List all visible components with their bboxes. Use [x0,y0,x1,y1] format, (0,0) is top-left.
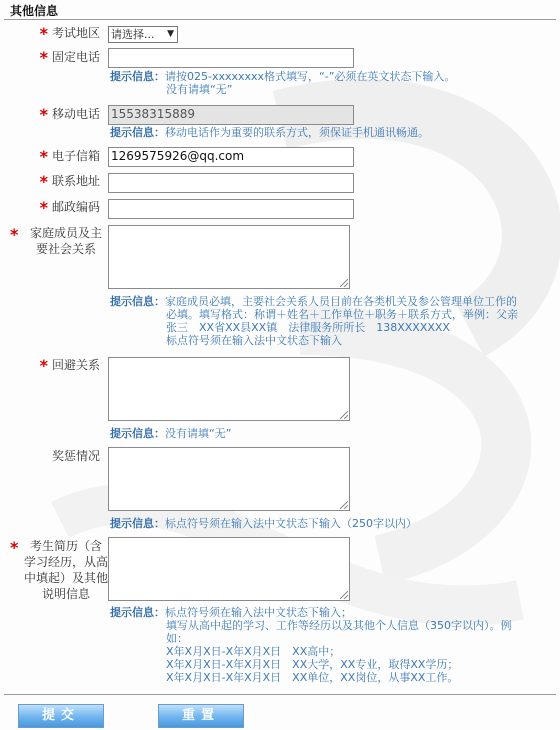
hint-phone: 提示信息：请按025-xxxxxxxx格式填写，“-”必须在英文状态下输入。 没有请填“无” [110,70,456,96]
mobile-input[interactable]: 15538315889 [108,105,354,125]
resume-textarea[interactable] [108,537,350,601]
label-mobile: * 移动电话 [39,105,100,124]
label-postcode: * 邮政编码 [39,198,100,217]
required-star-icon: * [39,147,48,166]
hint-avoid: 提示信息：没有请填“无” [110,427,232,440]
bottom-divider [4,694,556,695]
label-address: * 联系地址 [39,172,100,191]
label-family: 家庭成员及主 要社会关系 [29,226,102,256]
section-title: 其他信息 [10,4,59,18]
reset-button[interactable]: 重置 [158,704,244,728]
family-textarea[interactable] [108,225,350,289]
hint-awards: 提示信息：标点符号须在输入法中文状态下输入（250字以内） [110,517,417,530]
required-star-icon: * [39,48,48,67]
label-resume: 考生简历（含 学习经历，从高 中填起）及其他 说明信息 [23,539,108,601]
required-star-icon: * [39,356,48,375]
required-star-icon: * [10,538,19,557]
resize-grip-icon [340,279,348,287]
region-select[interactable] [108,26,178,43]
phone-input[interactable] [108,48,354,68]
required-star-icon: * [10,225,19,244]
address-input[interactable] [108,173,354,193]
hint-resume: 提示信息：标点符号须在输入法中文状态下输入； 填写从高中起的学习、工作等经历以及其他个人信息（350字以内）。例 如： X年X月X日-X年X月X日 XX高中； X年X月X日-X年X月X日 XX大学，XX专业，取得XX学历； X年X月X日-X年X月X日 XX单位，XX岗位，从事XX工作。 [110,606,512,684]
required-star-icon: * [39,24,48,43]
resize-grip-icon [340,501,348,509]
label-region: * 考试地区 [39,24,100,43]
required-star-icon: * [39,198,48,217]
email-input[interactable]: 1269575926@qq.com [108,147,354,167]
submit-button[interactable]: 提交 [18,704,104,728]
label-avoid: * 回避关系 [39,356,100,375]
hint-mobile: 提示信息：移动电话作为重要的联系方式，须保证手机通讯畅通。 [110,126,429,139]
hint-family: 提示信息：家庭成员必填，主要社会关系人员目前在各类机关及参公管理单位工作的 必填。填写格式：称谓＋姓名＋工作单位＋职务＋联系方式，举例：父亲 张三 XX省XX县XX镇 法律服务所所长 138XXXXXXX 标点符号须在输入法中文状态下输入 [110,295,518,347]
resize-grip-icon [340,591,348,599]
required-star-icon: * [39,105,48,124]
region-select-value: 请选择... [111,28,155,41]
awards-textarea[interactable] [108,447,350,511]
postcode-input[interactable] [108,199,354,219]
avoid-textarea[interactable] [108,357,350,421]
title-divider [4,19,556,20]
dropdown-arrow-icon: ▼ [167,29,174,39]
label-phone: * 固定电话 [39,48,100,67]
label-email: * 电子信箱 [39,147,100,166]
resize-grip-icon [340,411,348,419]
required-star-icon: * [39,172,48,191]
label-awards: 奖惩情况 [51,449,100,463]
